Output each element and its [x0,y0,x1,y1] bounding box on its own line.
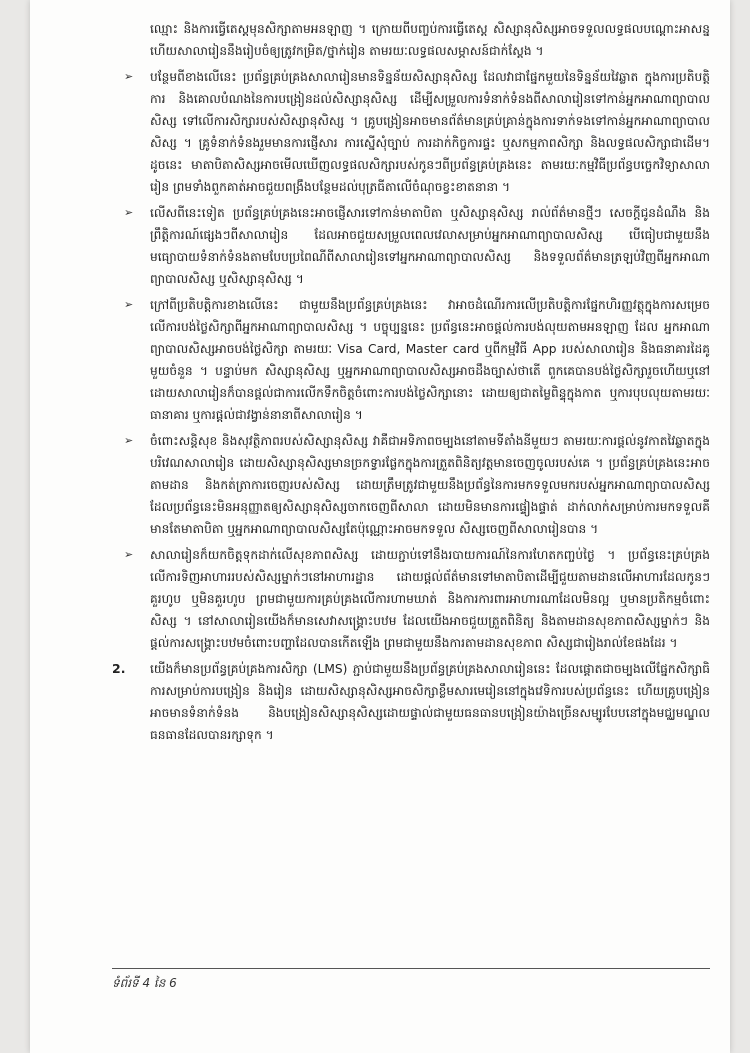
numbered-text: យើងក៏មានប្រព័ន្ធគ្រប់គ្រងការសិក្សា (LMS) ភ្ជាប់ជាមួយនឹងប្រព័ន្ធគ្រប់គ្រងសាលារៀននេះ ដែលផ្តោតជាចម្បងលើផ្នែកសិក្សាធិការសម្រាប់ការបង្រៀន និងរៀន ដោយសិស្សានុសិស្សអាចសិក្សាខ្លឹមសារមេរៀននៅក្នុងវេទិការបស់ប្រព័ន្ធនេះ ហើយគ្រូបង្រៀនអាចមានទំនាក់ទំនង និងបង្រៀនសិស្សានុសិស្សដោយផ្ទាល់ជាមួយធនធានបង្រៀនយ៉ាងច្រើនសម្បូរបែបនៅក្នុងមជ្ឈមណ្ឌលធនធានដែលបានរក្សាទុក ។ [150,662,710,742]
bullet-text: បន្ថែមពីខាងលើនេះ ប្រព័ន្ធគ្រប់គ្រងសាលារៀនមានទិន្នន័យសិស្សានុសិស្ស ដែលវាជាផ្នែកមួយនៃទិន្នន័យវៃឆ្លាត ក្នុងការប្រតិបត្តិការ និងគោលបំណងនៃការបង្រៀនដល់សិស្សានុសិស្ស ដើម្បីសម្រួលការទំនាក់ទំនងពីសាលារៀនទៅកាន់អ្នកអាណាព្យាបាលសិស្ស ទៅលើការសិក្សារបស់សិស្សានុសិស្ស ។ គ្រូបង្រៀនអាចមានព័ត៌មានគ្រប់គ្រាន់ក្នុងការទាក់ទងទៅកាន់អ្នកអាណាព្យាបាលសិស្ស ។ គ្រូទំនាក់ទំនងរួមមានការផ្ញើសារ ការស្នើសុំច្បាប់ ការដាក់កិច្ចការផ្ទះ ឬសកម្មភាពសិក្សា និងលទ្ធផលសិក្សាជាដើម។ ដូចនេះ មាតាបិតាសិស្សអាចមើលឃើញលទ្ធផលសិក្សារបស់កូនៗពីប្រព័ន្ធគ្រប់គ្រងនេះ តាមរយៈកម្មវិធីប្រព័ន្ធបច្ចេកវិទ្យាសាលារៀន ព្រមទាំងពួកគាត់អាចជួយពង្រឹងបន្ថែមដល់បុត្រធីតាលើចំណុចខ្វះខាតនានា ។ [150,70,710,194]
bullet-item [112,202,710,290]
page-content [112,18,710,746]
page-number: ទំព័រទី 4 នៃ 6 [112,976,177,990]
bullet-arrow-icon: ➢ [124,298,134,311]
bullet-item [112,544,710,654]
bullet-item [112,66,710,198]
intro-paragraph: ឈ្មោះ និងការធ្វើតេស្តមុនសិក្សាតាមអនឡាញ ។ ក្រោយពីបញ្ចប់ការធ្វើតេស្ត សិស្សានុសិស្សអាចទទួលលទ្ធផលបណ្តោះអាសន្ន ហើយសាលារៀននឹងរៀបចំឲ្យត្រូវកម្រិត/ថ្នាក់រៀន តាមរយៈលទ្ធផលសម្ភាសន៍ជាក់ស្តែង ។ [150,22,710,58]
bullet-text: ចំពោះសន្តិសុខ និងសុវត្ថិភាពរបស់សិស្សានុសិស្ស វាគឺជាអទិភាពចម្បងនៅតាមទីតាំងនីមួយៗ តាមរយៈការផ្តល់នូវកាតវៃឆ្លាតក្នុងបរិវេណសាលារៀន ដោយសិស្សានុសិស្សមានច្រកទ្វារផ្លែកក្នុងការត្រួតពិនិត្យវត្តមានចេញចូលរបស់គេ ។ ប្រព័ន្ធគ្រប់គ្រងនេះអាចតាមដាន និងកត់ត្រាការចេញរបស់សិស្ស ដោយត្រឹមត្រូវជាមួយនឹងប្រព័ន្ធនៃការមកទទួលមករបស់អ្នកអាណាព្យាបាលសិស្ស ដែលប្រព័ន្ធនេះមិនអនុញ្ញាតឲ្យសិស្សានុសិស្សចាកចេញពីសាលា ដោយមិនមានការផ្ទៀងផ្ទាត់ ដាក់លាក់សម្រាប់ការមកទទួលគឺមានតែមាតាបិតា ឬអ្នកអាណាព្យាបាលសិស្សតែប៉ុណ្ណោះអាចមកទទួល សិស្សចេញពីសាលារៀនបាន ។ [150,434,710,536]
bullet-item [112,294,710,426]
bullet-item [112,430,710,540]
document-page [30,0,730,1053]
bullet-arrow-icon: ➢ [124,70,134,83]
bullet-text: ក្រៅពីប្រតិបត្តិការខាងលើនេះ ជាមួយនឹងប្រព័ន្ធគ្រប់គ្រងនេះ វាអាចដំណើរការលើប្រតិបត្តិការផ្នែកហិរញ្ញវត្ថុក្នុងការសម្រេចលើការបង់ថ្លៃសិក្សាពីអ្នកអាណាព្យាបាលសិស្ស ។ បច្ចុប្បន្ននេះ ប្រព័ន្ធនេះអាចផ្តល់ការបង់លុយតាមអនឡាញ ដែល អ្នកអាណាព្យាបាលសិស្សអាចបង់ថ្លៃសិក្សា តាមរយៈ Visa Card, Master card ឬពីកម្មវិធី App របស់សាលារៀន និងធនាគារដៃគូមួយចំនួន ។ បន្ទាប់មក សិស្សានុសិស្ស ឬអ្នកអាណាព្យាបាលសិស្សអាចដឹងច្បាស់ថាតើ ពួកគេបានបង់ថ្លៃសិក្សារួចហើយឬនៅ ដោយសាលារៀនក៏បានផ្តល់ជាការលើកទឹកចិត្តចំពោះការបង់ថ្លៃសិក្សានោះ ដោយឲ្យជាតម្លៃពិន្ទុក្នុងកាត ឬការបុបលុយតាមរយៈធានាគារ ឬការផ្តល់ជាវង្វាន់នានាពីសាលារៀន ។ [150,298,710,422]
bullet-arrow-icon: ➢ [124,434,134,447]
bullet-arrow-icon: ➢ [124,206,134,219]
bullet-text: លើសពីនេះទៀត ប្រព័ន្ធគ្រប់គ្រងនេះអាចផ្ញើសារទៅកាន់មាតាបិតា ឬសិស្សានុសិស្ស រាល់ព័ត៌មានថ្មីៗ សេចក្តីជូនដំណឹង និងព្រឹត្តិការណ៍ផ្សេងៗពីសាលារៀន ដែលអាចជួយសម្រួលពេលវេលាសម្រាប់អ្នកអាណាព្យាបាលសិស្ស បើធៀបជាមួយនឹងមធ្យោបាយទំនាក់ទំនងតាមបែបប្រពៃណីពីសាលារៀនទៅអ្នកអាណាព្យាបាលសិស្ស និងទទួលព័ត៌មានត្រឡប់វិញពីអ្នកអាណាព្យាបាលសិស្ស ឬសិស្សានុសិស្ស ។ [150,206,710,286]
numbered-item [112,658,710,746]
item-number: 2. [112,661,126,676]
bullet-text: សាលារៀនក៏យកចិត្តទុកដាក់លើសុខភាពសិស្ស ដោយភ្ជាប់ទៅនឹងរបាយការណ៍នៃការហែតកញ្ចប់ថ្ងៃ ។ ប្រព័ន្ធនេះគ្រប់គ្រងលើការទិញអាហាររបស់សិស្សម្នាក់ៗនៅអាហារដ្ឋាន ដោយផ្តល់ព័ត៌មានទៅមាតាបិតាដើម្បីជួយតាមដានលើអាហារដែលកូនៗគួរហូប ឬមិនគួរហូប ព្រមជាមួយការគ្រប់គ្រងលើការហាមឃាត់ និងការការពារអាហារណាដែលមិនល្អ ឬមានប្រតិកម្មចំពោះសិស្ស ។ នៅសាលារៀនយើងក៏មានសេវាសង្គ្រោះបឋម ដែលយើងអាចជួយត្រួតពិនិត្យ និងតាមដានសុខភាពសិស្សម្នាក់ៗ និងផ្តល់ការសង្គ្រោះបឋមចំពោះបញ្ហាដែលបានកើតឡើង ព្រមជាមួយនឹងការតាមដានសុខភាព សិស្សជារៀងរាល់ខែផងដែរ ។ [150,548,710,650]
bullet-arrow-icon: ➢ [124,548,134,561]
page-footer [112,968,710,993]
